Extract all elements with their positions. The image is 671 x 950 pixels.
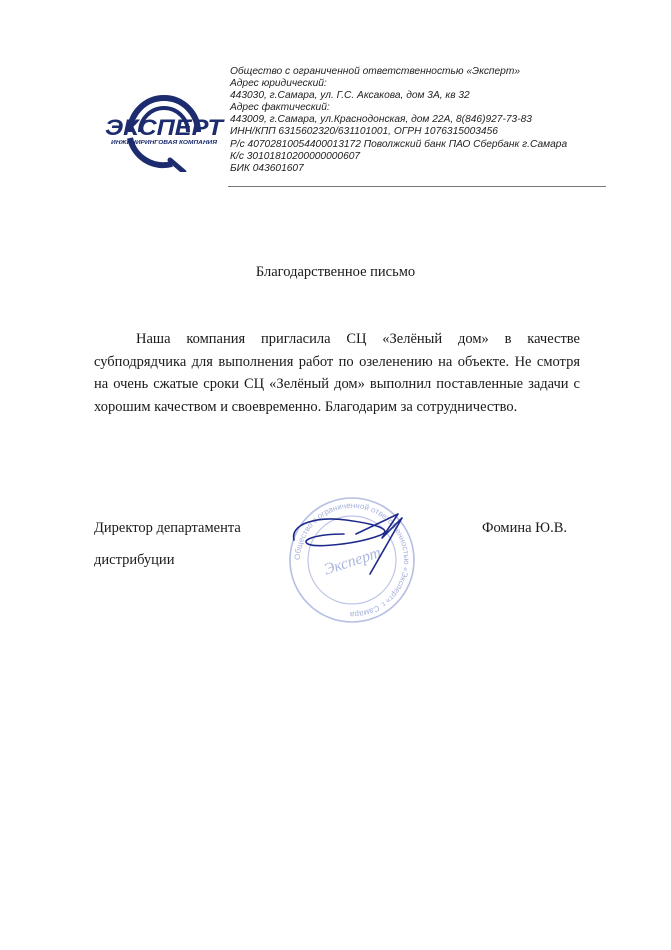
letter-title: Благодарственное письмо	[255, 264, 416, 280]
bik: БИК 043601607	[230, 162, 304, 174]
inn-kpp-ogrn: ИНН/КПП 6315602320/631101001, ОГРН 1076315003456	[230, 126, 498, 138]
stamp-center-text: Эксперт	[321, 544, 384, 579]
letter-body: Наша компания пригласила СЦ «Зелёный дом» в качестве субподрядчика для выполнения работ по озеленению на объекте. Не смотря на очень сжатые сроки СЦ «Зелёный дом» выполнил поставленные задачи с хорошим качеством и своевременно. Благодарим за сотрудничество.	[94, 331, 580, 415]
actual-address: 443009, г.Самара, ул.Краснодонская, дом 22А, 8(846)927-73-83	[230, 114, 532, 126]
signatory-position: Директор департамента	[94, 520, 241, 536]
header-divider	[228, 186, 606, 187]
logo-subtitle: ИНЖИНИРИНГОВАЯ КОМПАНИЯ	[111, 140, 219, 146]
correspondent-account: К/с 30101810200000000607	[230, 150, 361, 162]
company-logo	[100, 92, 228, 172]
company-name: Общество с ограниченной ответственностью «Эксперт»	[230, 66, 521, 77]
signatory-position-department: дистрибуции	[94, 552, 175, 568]
logo-wordmark: ЭКСПЕРТ	[105, 115, 225, 140]
signatory-name: Фомина Ю.В.	[482, 520, 568, 536]
bank-account: Р/с 40702810054400013172 Поволжский банк ПАО Сбербанк г.Самара	[230, 138, 568, 150]
company-requisites	[230, 66, 610, 175]
stamp-ring-text: Общество с ограниченной ответственностью «Эксперт» г. Самара	[292, 500, 412, 620]
company-stamp	[286, 494, 418, 626]
legal-address: 443030, г.Самара, ул. Г.С. Аксакова, дом 3А, кв 32	[230, 90, 470, 102]
legal-address-label: Адрес юридический:	[230, 78, 327, 90]
actual-address-label: Адрес фактический:	[230, 102, 330, 114]
